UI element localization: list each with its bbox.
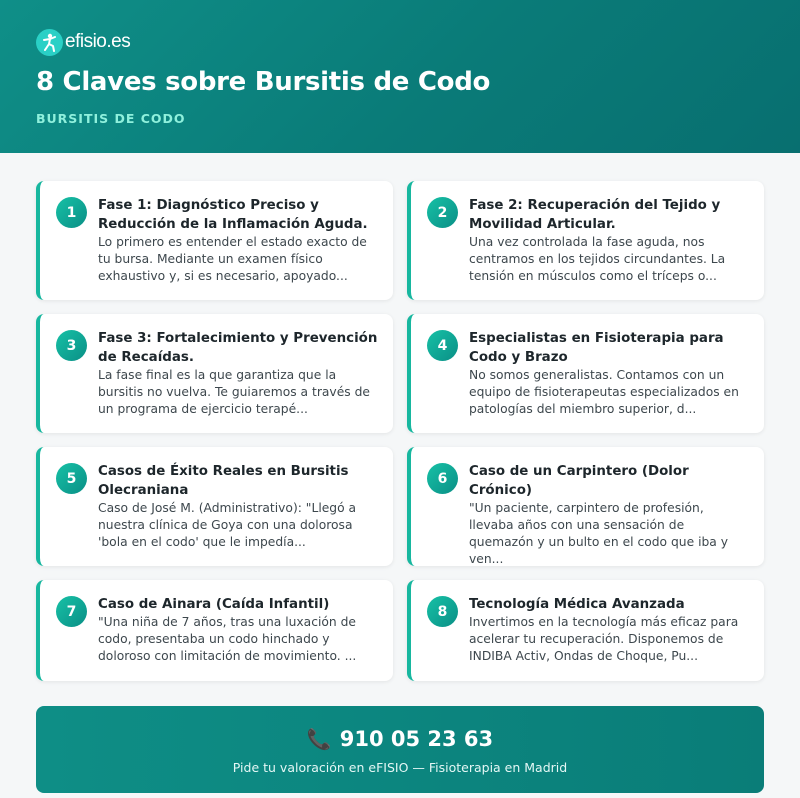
card-title: Fase 1: Diagnóstico Preciso y Reducción de la Inflamación Aguda. [98,198,368,232]
number-badge: 3 [56,330,87,361]
key-card-7[interactable] [36,580,393,681]
keys-grid [36,181,764,695]
card-title: Fase 2: Recuperación del Tejido y Movilidad Articular. [469,198,721,232]
number-badge: 4 [427,330,458,361]
number-badge: 2 [427,197,458,228]
cta-subtext: Pide tu valoración en eFISIO — Fisioterapia en Madrid [232,760,568,775]
page-subtitle: BURSITIS DE CODO [36,111,186,126]
header [0,0,800,153]
card-title: Caso de Ainara (Caída Infantil) [98,597,330,612]
key-card-8[interactable] [407,580,764,681]
key-card-6[interactable] [407,447,764,566]
card-text: No somos generalistas. Contamos con un equipo de fisioterapeutas especializados en patologías del miembro superior, d... [469,368,739,416]
card-text: Lo primero es entender el estado exacto de tu bursa. Mediante un examen físico exhaustivo y, si es necesario, apoyado... [98,235,367,283]
phone-link[interactable] [36,727,764,751]
card-title: Caso de un Carpintero (Dolor Crónico) [469,464,689,498]
phone-icon: 📞 [306,727,332,751]
card-text: La fase final es la que garantiza que la bursitis no vuelva. Te guiaremos a través de un programa de ejercicio terapé... [98,368,370,416]
key-card-5[interactable] [36,447,393,566]
number-badge: 8 [427,596,458,627]
card-text: Caso de José M. (Administrativo): "Llegó a nuestra clínica de Goya con una dolorosa 'bola en el codo' que le impedía... [98,501,357,549]
key-card-2[interactable] [407,181,764,300]
card-text: "Una niña de 7 años, tras una luxación de codo, presentaba un codo hinchado y doloroso con limitación de movimiento. ... [98,615,357,663]
card-title: Especialistas en Fisioterapia para Codo y Brazo [469,331,724,365]
key-card-4[interactable] [407,314,764,433]
number-badge: 5 [56,463,87,494]
card-title: Fase 3: Fortalecimiento y Prevención de Recaídas. [98,331,378,365]
logo[interactable] [36,28,764,56]
card-text: Invertimos en la tecnología más eficaz para acelerar tu recuperación. Disponemos de INDIBA Activ, Ondas de Choque, Pu... [469,615,739,663]
number-badge: 6 [427,463,458,494]
call-to-action-banner[interactable] [36,706,764,793]
card-text: Una vez controlada la fase aguda, nos centramos en los tejidos circundantes. La tensión en músculos como el tríceps o... [469,235,726,283]
key-card-3[interactable] [36,314,393,433]
number-badge: 1 [56,197,87,228]
logo-icon [36,29,63,56]
key-card-1[interactable] [36,181,393,300]
card-title: Casos de Éxito Reales en Bursitis Olecraniana [98,464,349,498]
number-badge: 7 [56,596,87,627]
page-title: 8 Claves sobre Bursitis de Codo [36,67,491,97]
card-title: Tecnología Médica Avanzada [469,597,685,612]
logo-text: efisio.es [65,31,131,52]
card-text: "Un paciente, carpintero de profesión, llevaba años con una sensación de quemazón y un bulto en el codo que iba y ven... [469,501,729,566]
phone-number: 910 05 23 63 [339,727,494,751]
